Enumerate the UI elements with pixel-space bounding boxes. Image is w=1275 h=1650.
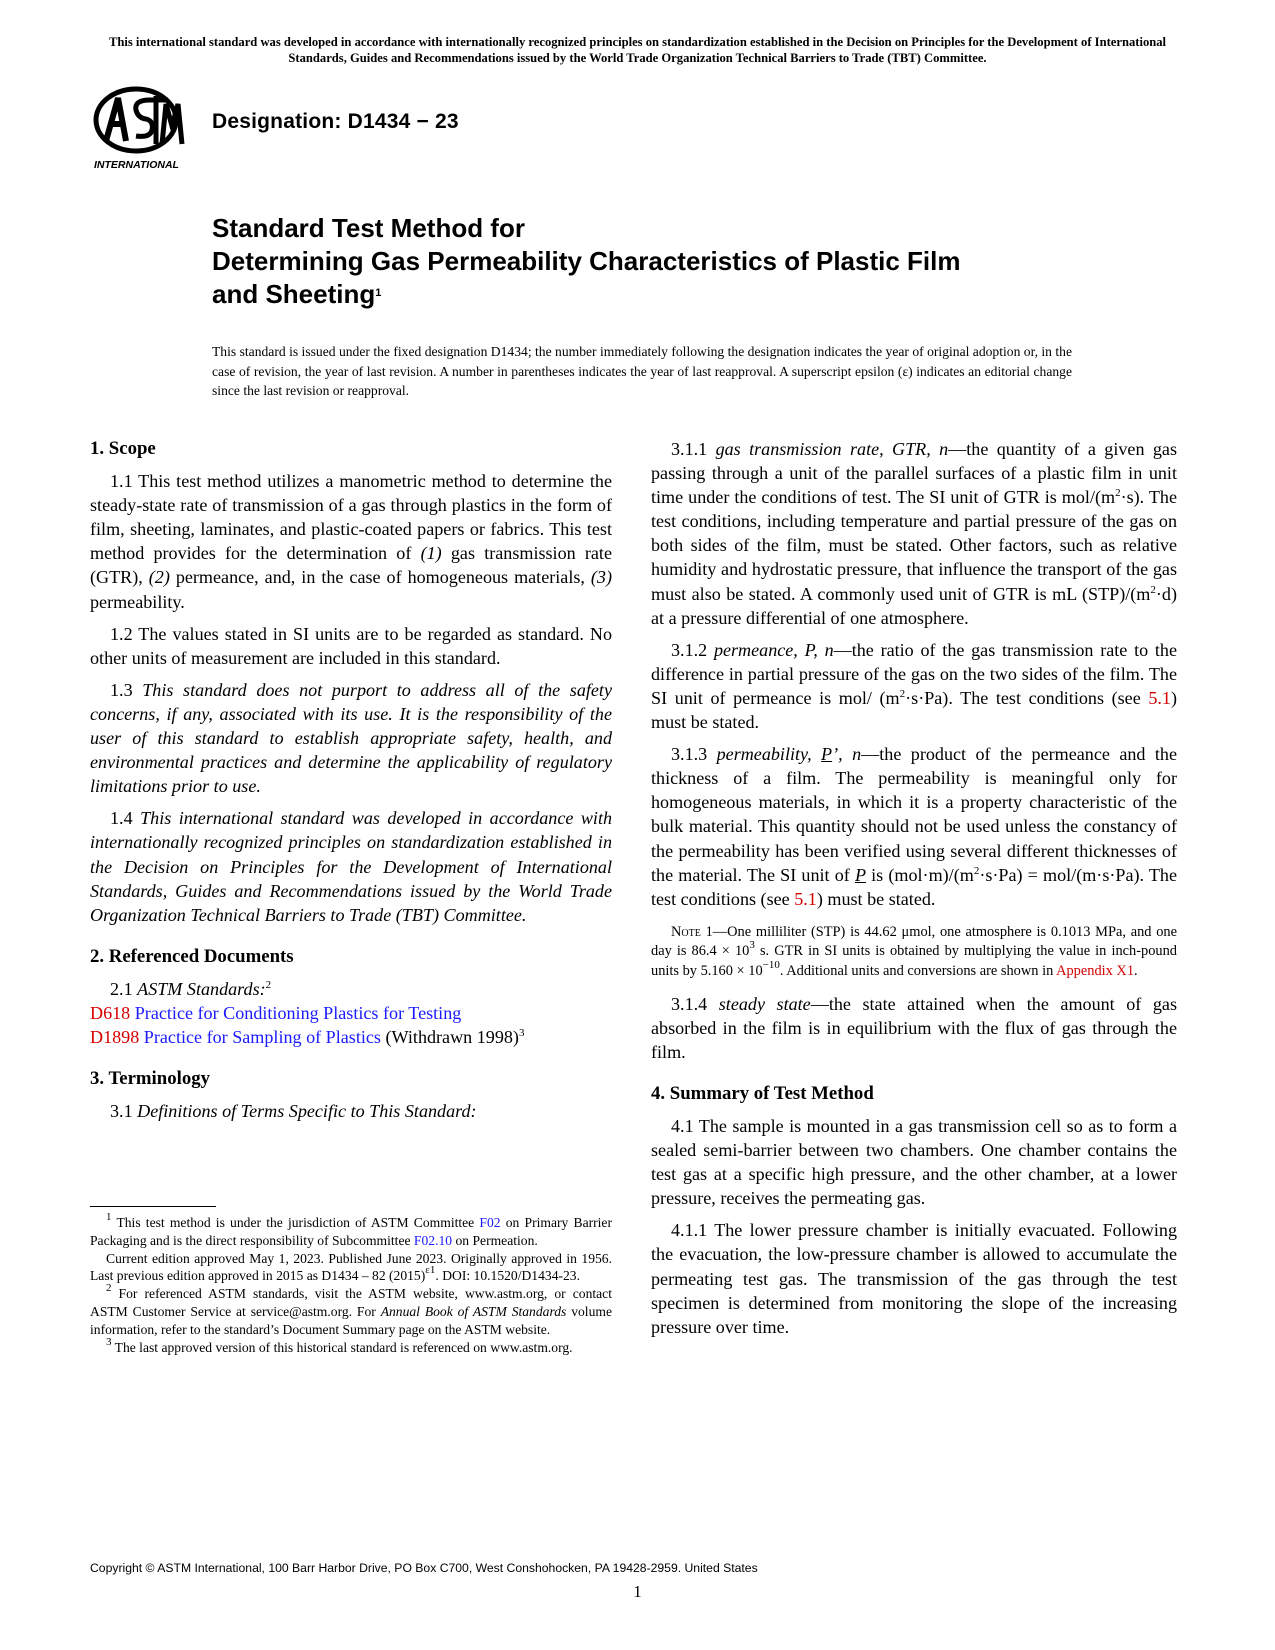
- section-2-heading: 2. Referenced Documents: [90, 945, 294, 967]
- footnote-1-edition: [90, 1250, 612, 1286]
- astm-logo: [92, 86, 192, 174]
- def-3-1-3-sup: 2: [973, 864, 980, 877]
- designation: Designation: D1434 − 23: [212, 110, 459, 133]
- footnote-1-marker: 1: [106, 1211, 112, 1223]
- footnote-2-a: For referenced ASTM standards, visit the ASTM website, www.astm.org, or contact ASTM Customer Service at service@astm.org. For: [90, 1286, 612, 1319]
- footnote-marker-3: 3: [518, 1027, 525, 1040]
- para-1-2: 1.2 The values stated in SI units are to be regarded as standard. No other units of measurement are included in this standard.: [90, 623, 612, 668]
- note-1-c: . Additional units and conversions are shown in: [779, 962, 1057, 979]
- para-1-1-d: permeability.: [90, 591, 185, 612]
- section-5-1-link-2[interactable]: 5.1: [794, 888, 817, 909]
- note-1-b: s. GTR in SI units is obtained by multiplying the value in inch-pound units by 5.160 × 10: [651, 943, 1177, 979]
- reference-d618[interactable]: [90, 1001, 612, 1025]
- para-1-4-text: This international standard was developed in accordance with internationally recognized principles on standardization established in the Decision on Principles for the Development of International Standards, Guides and Recommendations issued by the World Trade Organization Technical Barriers to Trade (TBT) Committee.: [90, 808, 613, 925]
- astm-logo-icon: [92, 86, 192, 174]
- page-number: 1: [633, 1582, 642, 1601]
- para-1-1-i3: (3): [590, 567, 612, 588]
- def-3-1-3-p: P: [854, 864, 866, 885]
- def-3-1-4-a: —the state attained when the amount of gas absorbed in the film is in equilibrium with the flux of gas through the film.: [651, 993, 1177, 1062]
- def-3-1-2-num: 3.1.2: [671, 639, 714, 660]
- ref-d1898-code[interactable]: D1898: [90, 1027, 140, 1048]
- section-4-heading: 4. Summary of Test Method: [651, 1082, 874, 1104]
- note-1-label: Note: [671, 923, 701, 940]
- title-footnote-marker: 1: [375, 287, 382, 299]
- appendix-x1-link[interactable]: Appendix X1: [1056, 962, 1135, 979]
- footnote-3: [90, 1335, 612, 1357]
- note-1-sup2: −10: [762, 958, 780, 971]
- def-3-1-2-a: —the ratio of the gas transmission rate to the difference in partial pressure of the gas on the two sides of the film. The SI unit of permeance is mol/ (m: [651, 639, 1178, 708]
- left-column: [90, 437, 612, 1131]
- title-line-3: [212, 278, 1112, 311]
- footnote-1-c: on Permeation.: [452, 1232, 538, 1248]
- footnote-1-b: on Primary Barrier Packaging and is the direct responsibility of Subcommittee: [90, 1215, 612, 1248]
- section-1-heading: 1. Scope: [90, 438, 156, 459]
- para-3-1-num: 3.1: [110, 1101, 138, 1122]
- para-1-3-num: 1.3: [110, 679, 143, 700]
- para-1-1-i1: (1): [420, 543, 442, 564]
- copyright-line: Copyright © ASTM International, 100 Barr Harbor Drive, PO Box C700, West Conshohocken, PA 19428-2959. United States: [90, 1561, 758, 1575]
- def-3-1-1-sup1: 2: [1115, 487, 1121, 500]
- para-1-1-c: permeance, and, in the case of homogeneous materials,: [169, 567, 591, 588]
- def-3-1-3-term-a: permeability,: [716, 744, 822, 765]
- footnote-marker-2: 2: [265, 978, 272, 991]
- ref-d1898-note: (Withdrawn 1998): [380, 1027, 519, 1048]
- logo-subtext: INTERNATIONAL: [94, 159, 179, 171]
- footnote-1-edition-sup: ε1: [425, 1264, 436, 1277]
- footnote-2-italic: Annual Book of ASTM Standards: [380, 1303, 567, 1319]
- para-2-1-text: ASTM Standards:: [137, 978, 266, 999]
- para-1-1-i2: (2): [148, 567, 170, 588]
- subcommittee-link[interactable]: F02.10: [413, 1232, 453, 1248]
- para-3-1: [90, 1099, 612, 1123]
- footnote-2-b: volume information, refer to the standard’s Document Summary page on the ASTM website.: [90, 1303, 612, 1337]
- def-3-1-2-sup: 2: [899, 687, 906, 700]
- def-3-1-4-term: steady state: [718, 993, 811, 1014]
- def-3-1-3-term-p: P: [821, 744, 833, 765]
- footnotes: [90, 1211, 612, 1356]
- note-1-sup1: 3: [749, 939, 755, 952]
- def-3-1-3-d: ) must be stated.: [816, 888, 936, 909]
- committee-link[interactable]: F02: [479, 1215, 501, 1230]
- ref-d1898-title[interactable]: Practice for Sampling of Plastics: [139, 1027, 381, 1048]
- def-3-1-4-num: 3.1.4: [671, 993, 719, 1014]
- note-1-d: .: [1134, 962, 1138, 979]
- reference-d1898[interactable]: [90, 1025, 612, 1049]
- definition-3-1-4: [651, 992, 1177, 1064]
- right-column: [651, 437, 1177, 1347]
- para-1-1-a: 1.1 This test method utilizes a manometric method to determine the steady-state rate of transmission of a gas through plastics in the form of film, sheeting, laminates, and plastic-coated papers or fabrics. This test method provides for the determination of: [90, 471, 612, 564]
- para-2-1: [90, 977, 612, 1001]
- footnote-2: [90, 1282, 612, 1338]
- footnote-2-marker: 2: [106, 1282, 112, 1295]
- def-3-1-3-c: ·s·Pa) = mol/(m·s·Pa). The test conditions (see: [651, 864, 1177, 909]
- para-1-1: [90, 469, 612, 614]
- def-3-1-1-c: ·d) at a pressure differential of one atmosphere.: [651, 583, 1177, 628]
- def-3-1-3-num: 3.1.3: [671, 744, 717, 765]
- def-3-1-3-term-b: ’, n: [832, 744, 862, 765]
- footnote-1-a: This test method is under the jurisdiction of ASTM Committee: [111, 1215, 480, 1230]
- note-1-a: 1—One milliliter (STP) is 44.62 μmol, one atmosphere is 0.1013 MPa, and one day is 86.4 × 10: [651, 923, 1177, 960]
- footnote-1-edition-b: . DOI: 10.1520/D1434-23.: [435, 1268, 581, 1284]
- definition-3-1-1: [651, 437, 1177, 630]
- title-line-3-text: and Sheeting: [212, 279, 376, 309]
- note-1: [651, 923, 1177, 982]
- para-1-4-num: 1.4: [110, 808, 141, 829]
- footnote-1: [90, 1211, 612, 1250]
- para-4-1-1: 4.1.1 The lower pressure chamber is initially evacuated. Following the evacuation, the low-pressure chamber is allowed to accumulate the permeating test gas. The transmission of the gas through the test specimen is determined from monitoring the slope of the increasing pressure over time.: [651, 1220, 1177, 1337]
- def-3-1-1-sup2: 2: [1150, 583, 1156, 596]
- section-5-1-link[interactable]: 5.1: [1148, 687, 1171, 708]
- para-1-3: [90, 678, 612, 798]
- document-title: [212, 212, 1112, 311]
- ref-d618-title[interactable]: Practice for Conditioning Plastics for Testing: [130, 1002, 462, 1023]
- definition-3-1-2: [651, 638, 1177, 734]
- issuance-note: This standard is issued under the fixed designation D1434; the number immediately following the designation indicates the year of original adoption or, in the case of revision, the year of last revision. A number in parentheses indicates the year of last reapproval. A superscript epsilon (ε) indicates an editorial change since the last revision or reapproval.: [212, 344, 1072, 398]
- footnote-divider: [90, 1206, 216, 1207]
- def-3-1-2-b: ·s·Pa). The test conditions (see: [905, 687, 1149, 708]
- def-3-1-1-a: —the quantity of a given gas passing through a unit of the parallel surfaces of a plastic film in unit time under the conditions of test. The SI unit of GTR is mol/(m: [651, 439, 1177, 508]
- para-3-1-text: Definitions of Terms Specific to This Standard:: [137, 1101, 477, 1122]
- para-4-1: 4.1 The sample is mounted in a gas transmission cell so as to form a sealed semi-barrier between two chambers. One chamber contains the test gas at a specific high pressure, and the other chamber, at a lower pressure, receives the permeating gas.: [651, 1115, 1177, 1209]
- title-line-2: Determining Gas Permeability Characteristics of Plastic Film: [212, 246, 961, 276]
- footnote-1-edition-a: Current edition approved May 1, 2023. Published June 2023. Originally approved in 1956. Last previous edition approved in 2015 as D1434 – 82 (2015): [90, 1250, 612, 1284]
- def-3-1-1-term: gas transmission rate, GTR, n: [715, 439, 949, 459]
- def-3-1-2-term: permeance, P, n: [713, 639, 834, 660]
- ref-d618-code[interactable]: D618: [90, 1002, 131, 1023]
- def-3-1-2-c: ) must be stated.: [651, 687, 1177, 733]
- def-3-1-1-b: ·s). The test conditions, including temperature and partial pressure of the gas on both sides of the film, must be stated. Other factors, such as relative humidity and hydrostatic pressure, that influence the transport of the gas must also be stated. A commonly used unit of GTR is mL (STP)/(m: [651, 487, 1177, 604]
- title-line-1: Standard Test Method for: [212, 213, 525, 243]
- para-2-1-num: 2.1: [110, 978, 138, 999]
- def-3-1-3-a: —the product of the permeance and the thickness of a film. The permeability is meaningful only for homogeneous materials, in which it is a property characteristic of the bulk material. This quantity should not be used unless the constancy of the permeability has been verified using several different thicknesses of the material. The SI unit of: [651, 744, 1177, 885]
- footnote-3-a: The last approved version of this historical standard is referenced on www.astm.org.: [111, 1339, 573, 1355]
- para-1-1-b: gas transmission rate (GTR),: [90, 543, 612, 588]
- definition-3-1-3: [651, 742, 1177, 911]
- para-1-4: [90, 806, 612, 926]
- standards-notice: This international standard was developed in accordance with internationally recognized principles on standardization established in the Decision on Principles for the Development of International Standards, Guides and Recommendations issued by the World Trade Organization Technical Barriers to Trade (TBT) Committee.: [108, 35, 1167, 65]
- footnote-3-marker: 3: [106, 1335, 112, 1348]
- section-3-heading: 3. Terminology: [90, 1068, 211, 1090]
- def-3-1-3-b: is (mol·m)/(m: [866, 864, 974, 885]
- para-1-3-text: This standard does not purport to address all of the safety concerns, if any, associated with its use. It is the responsibility of the user of this standard to establish appropriate safety, health, and environmental practices and determine the applicability of regulatory limitations prior to use.: [90, 679, 612, 797]
- def-3-1-1-num: 3.1.1: [671, 439, 716, 459]
